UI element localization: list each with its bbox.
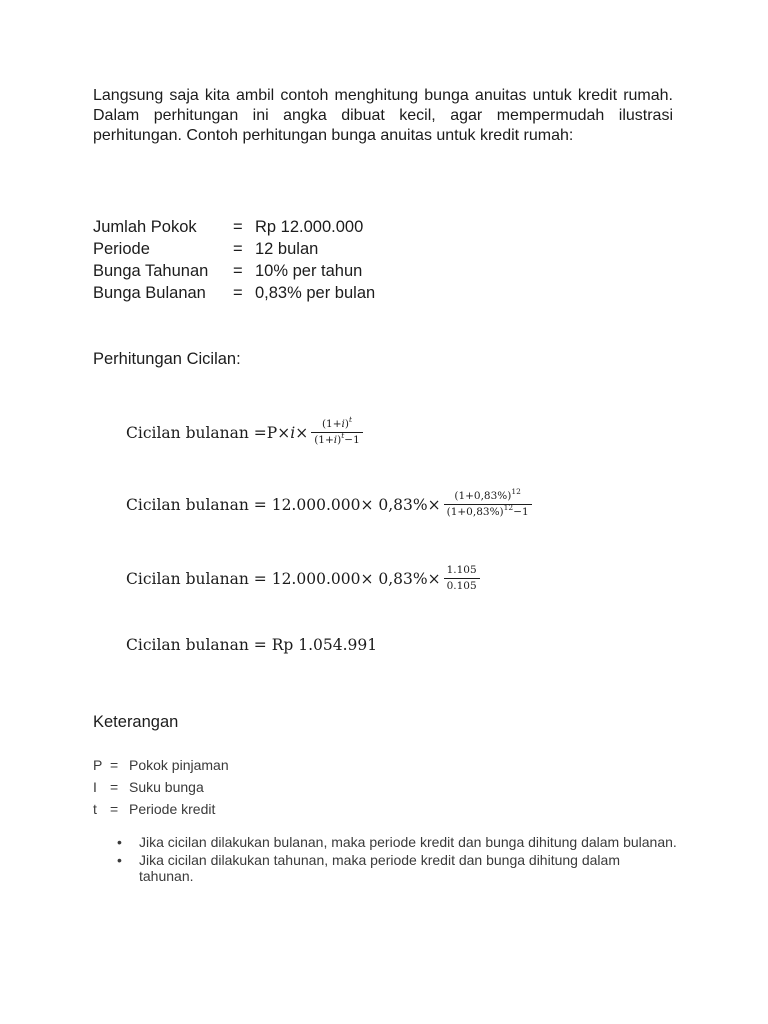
formula-lhs: Cicilan bulanan = [126,423,267,442]
legend-symbol: I [93,779,97,795]
fraction-numerator [319,415,355,432]
formula-substituted [126,487,532,519]
param-equals: = [233,262,243,280]
intro-paragraph: Langsung saja kita ambil contoh menghitung bunga anuitas untuk kredit rumah. Dalam perhitungan ini angka dibuat kecil, agar mempermudah ilustrasi perhitungan. Contoh perhitungan bunga anuitas untuk kredit rumah: [93,87,673,144]
numerator-close: ) [344,418,349,430]
note-item: • Jika cicilan dilakukan tahunan, maka periode kredit dan bunga dihitung dalam tahunan. [112,852,677,884]
numerator-exponent: 12 [511,487,521,496]
calculation-heading: Perhitungan Cicilan: [93,350,241,368]
legend-symbol: P [93,757,103,773]
formula-times: × [295,423,309,442]
legend-description: Pokok pinjaman [129,757,229,773]
formula-general [126,415,363,447]
param-label: Jumlah Pokok [93,218,197,236]
legend-equals: = [110,779,119,795]
fraction-denominator: 0.105 [444,578,480,593]
denominator-exponent: 12 [503,503,514,512]
denominator-tail: −1 [513,506,529,518]
formula-principal: P [266,423,278,442]
formula-rate: i [290,423,296,442]
param-row [93,282,375,304]
param-row [93,238,375,260]
notes-list [112,834,677,886]
formula-result [126,636,377,654]
param-equals: = [233,240,243,258]
param-value: Rp 12.000.000 [255,218,364,236]
fraction-denominator [444,504,532,519]
denominator-close: ) [337,434,342,446]
formula-fraction [311,415,363,447]
legend-description: Periode kredit [129,801,216,817]
numerator-exponent: t [348,415,352,424]
param-equals: = [233,218,243,236]
param-value: 10% per tahun [255,262,363,280]
legend-item [93,754,229,776]
legend-description: Suku bunga [129,779,204,795]
legend-symbol: t [93,801,97,817]
legend-equals: = [110,801,119,817]
param-row [93,216,375,238]
param-label: Bunga Bulanan [93,284,206,302]
formula-lhs: Cicilan bulanan = 12.000.000× 0,83%× [126,569,441,588]
denominator-base: (1+0,83%) [446,506,504,518]
param-value: 0,83% per bulan [255,284,376,302]
formula-fraction [444,487,532,519]
param-label: Periode [93,240,150,258]
denominator-tail: −1 [344,434,360,446]
fraction-denominator [311,432,363,447]
formula-simplified [126,564,480,593]
legend-item [93,776,229,798]
legend-equals: = [110,757,119,773]
numerator-rate: i [341,418,345,430]
numerator-base: (1+0,83%) [454,490,512,502]
note-item: • Jika cicilan dilakukan bulanan, maka periode kredit dan bunga dihitung dalam bulanan. [112,834,677,850]
param-value: 12 bulan [255,240,319,258]
loan-parameters [93,216,375,304]
legend-item [93,798,229,820]
formula-times: × [277,423,291,442]
param-label: Bunga Tahunan [93,262,209,280]
formula-result-text: Cicilan bulanan = Rp 1.054.991 [126,636,378,654]
param-row [93,260,375,282]
denominator-exponent: t [341,431,345,440]
numerator-base: (1+ [321,418,342,430]
denominator-base: (1+ [314,434,334,446]
formula-fraction [444,564,480,593]
fraction-numerator: 1.105 [446,564,477,576]
fraction-numerator [451,487,524,504]
param-equals: = [233,284,243,302]
legend-heading: Keterangan [93,713,179,731]
denominator-rate: i [333,434,338,446]
legend-list [93,754,229,820]
formula-lhs: Cicilan bulanan = 12.000.000× 0,83%× [126,495,441,514]
